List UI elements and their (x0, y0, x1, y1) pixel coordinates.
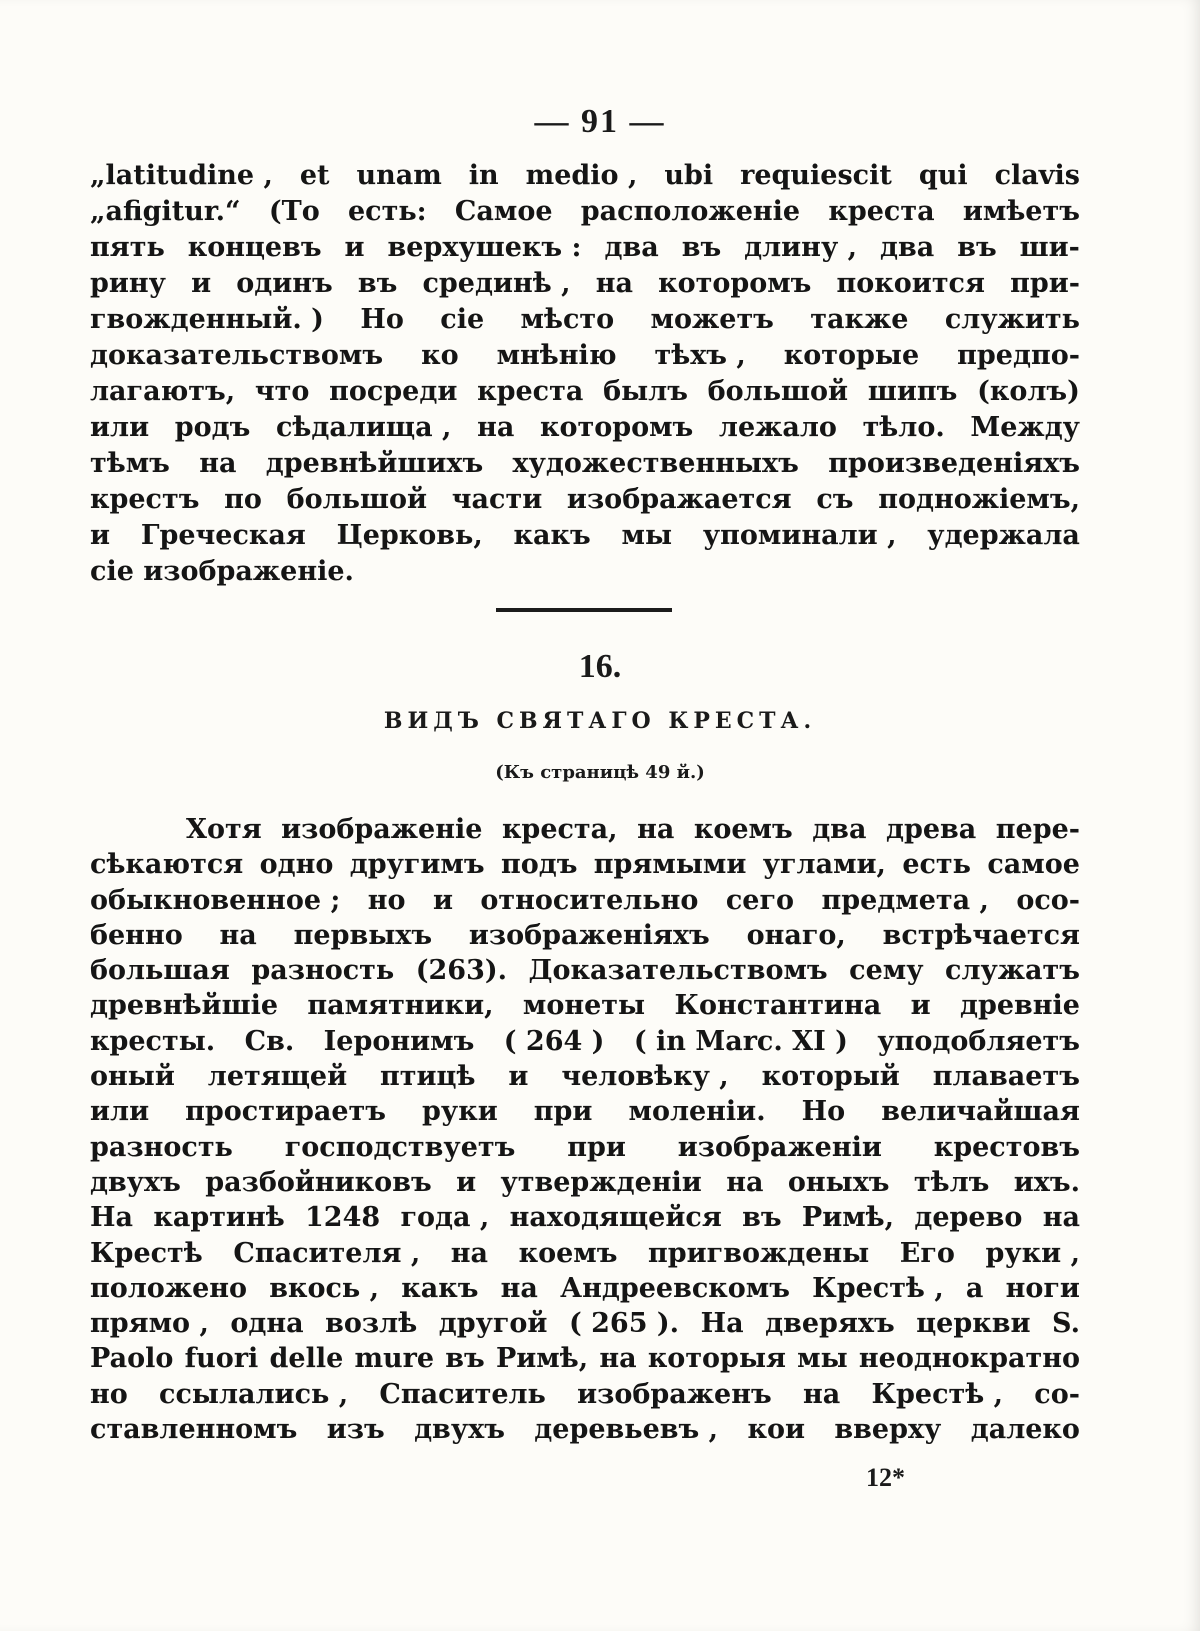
word: Римѣ, (801, 1202, 895, 1234)
text-line (90, 953, 1080, 988)
text-line (90, 554, 1080, 590)
text-line (90, 1306, 1080, 1341)
word: древніе (959, 990, 1080, 1022)
text-line (90, 1236, 1080, 1271)
word: ноги (1005, 1272, 1080, 1304)
word: коемъ (693, 814, 793, 845)
word: со- (1034, 1378, 1080, 1410)
text-line (90, 518, 1080, 554)
word: имѣетъ (962, 196, 1080, 227)
word: Спасителя , (233, 1237, 421, 1269)
word: mure (354, 1343, 435, 1375)
word: первыхъ (293, 919, 433, 951)
word: разбойниковъ (205, 1166, 432, 1198)
word: изъ (326, 1414, 385, 1446)
word: встрѣчается (882, 919, 1080, 951)
word: въ (742, 1202, 782, 1234)
word: произведеніяхъ (828, 448, 1080, 479)
word: господствуетъ (284, 1131, 516, 1163)
word: ши- (1019, 232, 1080, 263)
word: другой (438, 1308, 548, 1340)
word: бенно (90, 919, 183, 951)
word: величайшая (881, 1096, 1080, 1128)
word: Андреевскомъ (560, 1272, 790, 1304)
word: рину (90, 268, 166, 299)
word: на (477, 412, 515, 443)
word: сѣкаются (90, 849, 244, 881)
word: пригвождены (648, 1237, 870, 1269)
word: и (90, 520, 111, 551)
word: которомъ (539, 412, 694, 443)
word: коемъ (518, 1237, 618, 1269)
word: Церковь, (336, 520, 483, 551)
word: руки (422, 1096, 498, 1128)
word: мнѣнію (496, 340, 617, 371)
word: которомъ (658, 268, 812, 299)
word: но (90, 1378, 128, 1410)
word: въ (445, 1343, 485, 1375)
word: креста (477, 376, 584, 407)
word: другимъ (349, 849, 485, 881)
word: (То (268, 196, 320, 227)
word: или (90, 412, 150, 443)
word: положено (90, 1272, 248, 1304)
word: предпо- (957, 340, 1080, 371)
word: Греческая (140, 520, 306, 551)
word: двухъ (414, 1414, 505, 1446)
word: два (879, 232, 935, 263)
word: концевъ (187, 232, 322, 263)
word: два (604, 232, 659, 263)
word: ихъ. (1013, 1166, 1080, 1198)
word: одна (230, 1308, 304, 1340)
word: пять (90, 232, 165, 263)
word: года , (400, 1202, 490, 1234)
word: памятники, (307, 990, 494, 1022)
text-line (90, 158, 1080, 194)
word: покоится (836, 268, 985, 299)
word: тѣмъ (90, 448, 170, 479)
signature-mark: 12* (866, 1463, 905, 1492)
word: и (508, 1061, 529, 1093)
word: а (965, 1272, 984, 1304)
word: картинѣ (153, 1202, 285, 1234)
word: на (726, 1166, 764, 1198)
word: Св. (244, 1025, 295, 1057)
text-line (90, 302, 1080, 338)
word: которыя (647, 1343, 786, 1375)
word: тѣлъ (913, 1166, 990, 1198)
word: въ (957, 232, 997, 263)
text-line (90, 918, 1080, 953)
word: возлѣ (325, 1308, 418, 1340)
word: на (219, 919, 257, 951)
word: монеты (522, 990, 646, 1022)
word: древа (885, 814, 977, 845)
word: которые (783, 340, 920, 371)
word: былъ (603, 376, 688, 407)
word: тѣхъ , (654, 340, 746, 371)
text-line (90, 194, 1080, 230)
word: изображенъ (577, 1378, 772, 1410)
word: вверху (834, 1414, 942, 1446)
word: моленіи. (628, 1096, 766, 1128)
word: in (468, 160, 499, 191)
word: сему (849, 955, 924, 987)
word: вкось , (269, 1272, 380, 1304)
word: есть: (348, 196, 427, 227)
word: ubi (664, 160, 714, 191)
word: древнѣйшихъ (265, 448, 484, 479)
word: Paolo (90, 1343, 174, 1375)
word: большой (286, 484, 428, 515)
text-line (90, 1271, 1080, 1306)
word: при (533, 1096, 593, 1128)
word: и (432, 884, 453, 916)
word: изображеніе (281, 814, 483, 845)
word: изображается (566, 484, 792, 515)
word: который (761, 1061, 900, 1093)
word: на (599, 1343, 637, 1375)
word: кресты. (90, 1025, 216, 1057)
word: delle (269, 1343, 344, 1375)
word: ( 264 ) (503, 1025, 605, 1057)
word: прямыми (593, 849, 747, 881)
word: предмета , (821, 884, 989, 916)
word: clavis (994, 160, 1080, 191)
word: родъ (174, 412, 251, 443)
word: гвожденный. ) (90, 304, 324, 335)
word: Константина (674, 990, 882, 1022)
word: летящей (207, 1061, 348, 1093)
word: части (451, 484, 543, 515)
word: онаго, (746, 919, 846, 951)
word: креста, (501, 814, 618, 845)
word: на (500, 1272, 538, 1304)
text-line (90, 446, 1080, 482)
word: сіе изображеніе. (90, 556, 354, 587)
word: „latitudine , (90, 160, 273, 191)
word: церкви (916, 1308, 1031, 1340)
word: Римѣ, (495, 1343, 589, 1375)
word: разность (251, 955, 395, 987)
word: есть (902, 849, 971, 881)
word: На (90, 1202, 134, 1234)
word: на (637, 814, 675, 845)
text-line (90, 482, 1080, 518)
word: дверяхъ (765, 1308, 895, 1340)
word: древнѣйшіе (90, 990, 279, 1022)
word: и (456, 1166, 477, 1198)
text-line (90, 1377, 1080, 1412)
text-line (90, 1059, 1080, 1094)
word: дерево (914, 1202, 1023, 1234)
word: расположеніе (580, 196, 801, 227)
word: одно (259, 849, 334, 881)
word: доказательствомъ (90, 340, 384, 371)
word: лагаютъ, (90, 376, 236, 407)
word: двухъ (90, 1166, 181, 1198)
word: Хотя (186, 814, 262, 845)
word: служить (944, 304, 1080, 335)
text-line (90, 266, 1080, 302)
word: крестъ (90, 484, 200, 515)
word: и (344, 232, 365, 263)
word: ( 265 ). (568, 1308, 680, 1340)
word: fuori (184, 1343, 259, 1375)
section-title: ВИДЪ СВЯТАГО КРЕСТА. (383, 708, 817, 734)
word: самое (987, 849, 1080, 881)
word: сего (725, 884, 795, 916)
word: осо- (1016, 884, 1080, 916)
text-line (90, 230, 1080, 266)
word: два (812, 814, 867, 845)
word: Крестѣ , (871, 1378, 1004, 1410)
word: подножіемъ, (878, 484, 1080, 515)
word: оный (90, 1061, 175, 1093)
word: Іеронимъ (323, 1025, 475, 1057)
word: requiescit (740, 160, 892, 191)
text-line (90, 883, 1080, 918)
text-line (90, 1165, 1080, 1200)
word: деревьевъ , (534, 1414, 719, 1446)
word: et (299, 160, 330, 191)
word: на (450, 1237, 489, 1269)
word: сѣдалища , (275, 412, 452, 443)
word: подъ (500, 849, 578, 881)
text-line (90, 338, 1080, 374)
word: но (367, 884, 406, 916)
text-line (90, 988, 1080, 1023)
word: длину , (744, 232, 858, 263)
word: на (199, 448, 237, 479)
word: одинъ (236, 268, 333, 299)
word: въ (357, 268, 398, 299)
word: или (90, 1096, 150, 1128)
word: неоднократно (858, 1343, 1080, 1375)
word: съ (816, 484, 854, 515)
word: лежало (718, 412, 837, 443)
text-line (90, 1412, 1080, 1447)
word: далеко (970, 1414, 1080, 1446)
word: посреди (329, 376, 458, 407)
word: изображеніяхъ (468, 919, 710, 951)
word: при- (1010, 268, 1080, 299)
word: также (810, 304, 909, 335)
word: ко (421, 340, 459, 371)
word: удержала (927, 520, 1080, 551)
word: Доказательствомъ (528, 955, 828, 987)
word: шипъ (867, 376, 958, 407)
word: qui (918, 160, 968, 191)
word: на (1042, 1202, 1080, 1234)
word: большая (90, 955, 230, 987)
word: уподобляетъ (877, 1025, 1080, 1057)
section-number: 16. (578, 648, 622, 685)
word: углами, (762, 849, 886, 881)
word: по (224, 484, 262, 515)
word: „afigitur.“ (90, 196, 241, 227)
word: изображеніи (677, 1131, 882, 1163)
word: срединѣ , (422, 268, 571, 299)
word: (колъ) (977, 376, 1080, 407)
text-line (90, 1341, 1080, 1376)
word: большой (707, 376, 849, 407)
page-number: — 91 — (534, 103, 666, 140)
word: кои (747, 1414, 805, 1446)
word: и (191, 268, 212, 299)
word: находящейся (509, 1202, 722, 1234)
word: птицѣ (380, 1061, 476, 1093)
word: что (254, 376, 310, 407)
text-line (90, 374, 1080, 410)
paragraph-2 (90, 812, 1080, 1447)
word: сіе (440, 304, 485, 335)
word: и (910, 990, 931, 1022)
text-line (90, 410, 1080, 446)
word: руки , (985, 1237, 1080, 1269)
word: ставленномъ (90, 1414, 298, 1446)
word: художественныхъ (512, 448, 799, 479)
word: Самое (454, 196, 553, 227)
word: Между (970, 412, 1080, 443)
word: верхушекъ : (387, 232, 582, 263)
word: прямо , (90, 1308, 209, 1340)
word: medio , (525, 160, 638, 191)
word: служатъ (945, 955, 1080, 987)
text-line (90, 1024, 1080, 1059)
word: относительно (480, 884, 699, 916)
word: мы (797, 1343, 848, 1375)
word: обыкновенное ; (90, 884, 341, 916)
paragraph-1 (90, 158, 1080, 590)
word: какъ (513, 520, 591, 551)
word: въ (681, 232, 722, 263)
word: На (700, 1308, 744, 1340)
section-page-reference: (Къ страницѣ 49 й.) (495, 762, 705, 783)
word: Крестѣ , (812, 1272, 944, 1304)
word: мы (621, 520, 673, 551)
word: 1248 (305, 1202, 381, 1234)
word: креста (828, 196, 935, 227)
word: Его (899, 1237, 955, 1269)
section-divider (496, 608, 672, 612)
word: утвержденіи (500, 1166, 702, 1198)
text-line (90, 847, 1080, 882)
text-line (90, 1200, 1080, 1235)
word: можетъ (650, 304, 774, 335)
word: человѣку , (561, 1061, 729, 1093)
word: пере- (995, 814, 1080, 845)
word: тѣло. (862, 412, 945, 443)
word: какъ (401, 1272, 479, 1304)
text-line (90, 1130, 1080, 1165)
word: разность (90, 1131, 233, 1163)
word: упоминали , (702, 520, 897, 551)
word: Спаситель (379, 1378, 546, 1410)
word: S. (1052, 1308, 1080, 1340)
word: на (595, 268, 633, 299)
word: простираетъ (185, 1096, 386, 1128)
word: (263). (415, 955, 508, 987)
word: при (567, 1131, 626, 1163)
word: Крестѣ (90, 1237, 203, 1269)
word: мѣсто (520, 304, 615, 335)
word: на (802, 1378, 841, 1410)
text-line (90, 812, 1080, 847)
word: ссылались , (159, 1378, 349, 1410)
word: unam (356, 160, 442, 191)
word: оныхъ (787, 1166, 890, 1198)
word: плаваетъ (932, 1061, 1080, 1093)
word: крестовъ (933, 1131, 1080, 1163)
word: ( in Marc. XI ) (633, 1025, 848, 1057)
word: Но (360, 304, 404, 335)
word: Но (801, 1096, 846, 1128)
text-line (90, 1094, 1080, 1129)
